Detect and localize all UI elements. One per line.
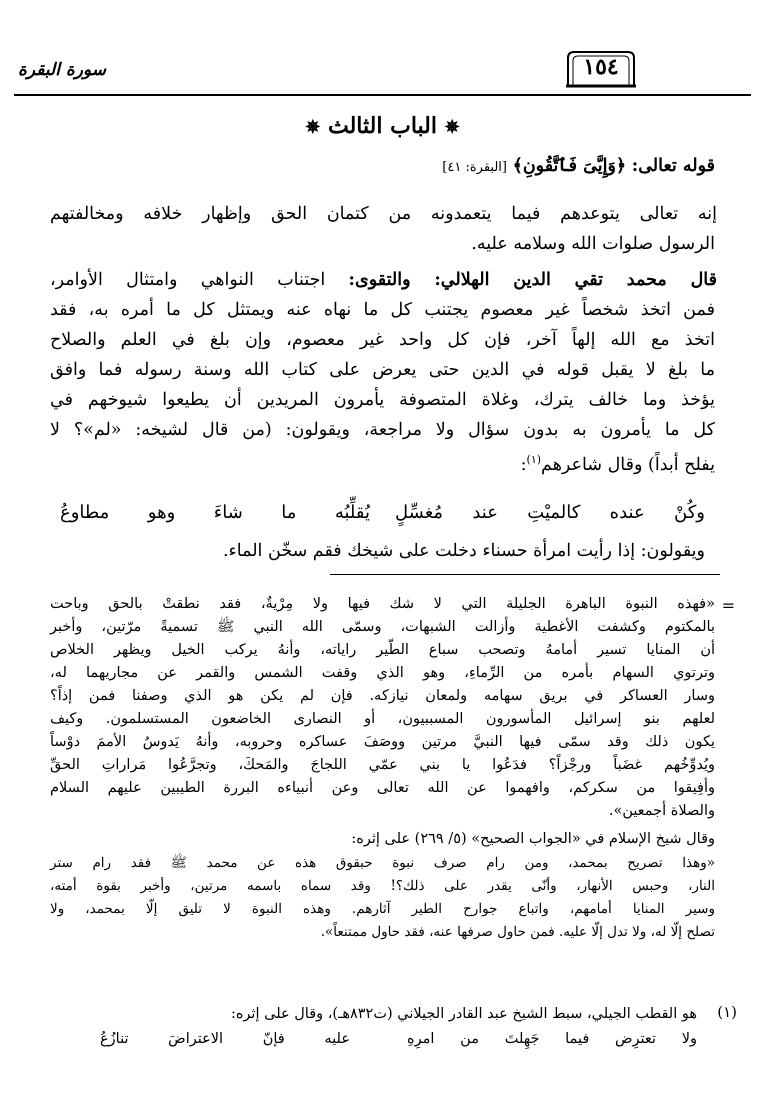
poem-colon: :	[520, 454, 527, 475]
quote-line: اتخذ مع الله إلهاً آخر، فإن كل واحد غير معصوم، وإن بلغ في العلم والصلاح	[50, 330, 715, 350]
footnote-line: «فهذه النبوة الباهرة الجليلة التي لا شك فيها ولا مِرْيةٌ، فقد نطقتْ بالحق وباحت	[50, 596, 715, 612]
footnote-separator	[330, 574, 720, 575]
quote-line: يؤخذ وما خالف يترك، وغلاة المتصوفة يأمرون المريدين أن يطيعوا شيوخهم في	[50, 390, 715, 410]
footnote-line: يكون ذلك وقد سمّى فيها النبيَّ مرتين ووصَفَ عساكره وحروبه، وأنهُ يَدوسُ الأممَ دوْساً	[50, 734, 715, 750]
page-header	[0, 0, 765, 100]
footnote-quote-line: «وهذا تصريح بمحمد، ومن رام صرف نبوة حبقوق هذه عن محمد ﷺ فقد رام ستر	[50, 855, 715, 871]
after-poem-line: ويقولون: إذا رأيت امرأة حسناء دخلت على شيخك فقم سخّن الماء.	[222, 541, 705, 561]
quote-line-first	[50, 265, 717, 295]
poem-hemistich-second: عليه فإنّ الاعتراضَ تنازُعُ	[100, 1031, 350, 1047]
poem-hemistich-first: ولا تعترِض فيما جَهِلتَ من امرِهِ	[407, 1031, 697, 1047]
poem-hemistich-second: يُقلِّبُه ما شاءَ وهو مطاوعُ	[60, 502, 370, 523]
footnote-number: (١)	[717, 1003, 737, 1021]
footnote-line: أن المنايا تسير أمامهُ وتصحب سباع الطّير راياته، وأنهُ يركب الخيل ويظهر الخلاص	[50, 642, 715, 658]
ornament-icon: ✵	[305, 117, 321, 138]
quote-author: قال محمد تقي الدين الهلالي: والتقوى:	[348, 270, 717, 290]
footnote-marker: (١)	[526, 453, 542, 466]
footnote-1-text: هو القطب الجيلي، سبط الشيخ عبد القادر الجيلاني (ت٨٣٢هـ)، وقال على إثره:	[230, 1006, 697, 1022]
continuation-mark: =	[721, 596, 735, 615]
quote-line-last	[50, 445, 715, 480]
footnote-line: والصلاة أجمعين».	[608, 803, 715, 819]
footnote-line: لعلهم بنو إسرائيل المأسورون المسببيون، أو النصارى الخاضعون المستسلمون. وكيف	[50, 711, 715, 727]
page-number: ١٥٤	[583, 54, 619, 80]
footnote-quote-line: وسير المنايا أمامهم، واتباع جوارح الطير آثارهم. وهذه النبوة لا تليق إلّا بمحمد، ولا	[50, 901, 715, 917]
footnote-quote-line: النار، وحبس الأنهار، وأنّى يقدر على ذلك؟! وقد سماه باسمه مرتين، وأخبر بقوة أمته،	[50, 878, 715, 894]
header-rule	[14, 94, 751, 96]
footnote-line: وأفِيقوا من سكركم، وافهموا عن الله تعالى وعن أنبياءه البررة الطيبين عليهم السلام	[50, 780, 715, 796]
chapter-title: الباب الثالث	[328, 113, 437, 139]
footnote-line: وسار العساكر في بريق سهامه ولمعان نيازكه. فإن لم يكن هو الذي وصفنا فمن إذاً؟	[50, 688, 715, 704]
footnote-quote-line: تصلح إلّا له، ولا تدل إلّا عليه. فمن حاول صرفها عنه، فقد حاول ممتنعاً».	[320, 924, 715, 940]
body-line: إنه تعالى يتوعدهم فيما يتعمدونه من كتمان الحق وإظهار خلافه ومخالفتهم	[50, 204, 717, 224]
ayah-reference: [البقرة: ٤١]	[442, 160, 507, 175]
quote-line: فمن اتخذ شخصاً غير معصوم يجتنب كل ما نهاه عنه ويمتثل كل ما أمره به، فقد	[50, 300, 715, 320]
footnote-line: بالمكتوم وكشفت الأغطية وأزالت الشبهات، وسمّى الله النبي ﷺ تسميةً مرّتين، وأخبر	[50, 619, 715, 635]
verse-lead: قوله تعالى:	[631, 156, 715, 176]
body-line: الرسول صلوات الله وسلامه عليه.	[471, 234, 715, 254]
verse-heading	[50, 151, 715, 183]
page-number-frame	[566, 46, 636, 88]
chapter-heading	[0, 113, 765, 139]
quote-text: يفلح أبداً) وقال شاعرهم	[541, 454, 715, 475]
footnote-intro: وقال شيخ الإسلام في «الجواب الصحيح» (٥/ ٢٦٩) على إثره:	[351, 831, 715, 847]
footnote-line: ويُدوِّخُهم غضَباً ورجْزاً؟ فدَعُوا يا بني عمّي اللجاجَ والمَحكَ، وتجرَّعُوا مَراراتِ الحقِّ	[50, 757, 715, 773]
ayah-text: ﴿وَإِيَّىَ فَٱتَّقُونِ﴾	[512, 156, 627, 176]
ornament-icon: ✵	[444, 117, 460, 138]
quote-line: كل ما يأمرون به بدون سؤال ولا مراجعة، ويقولون: (من قال لشيخه: «لم»؟ لا	[50, 420, 715, 440]
footnote-line: وترتوي السهام بأمره من الرِّماءِ، وهو الذي وقفت الشمس والقمر عن مجاريهما له،	[50, 665, 715, 681]
quote-text: اجتناب النواهي وامتثال الأوامر،	[50, 270, 326, 290]
sura-title: سورة البقرة	[18, 60, 106, 80]
quote-line: ما بلغ لا يقبل قوله في الدين حتى يعرض على كتاب الله وسنة رسوله فما وافق	[50, 360, 715, 380]
poem-hemistich-first: وكُنْ عنده كالميْتِ عند مُغسِّلٍ	[395, 502, 705, 523]
